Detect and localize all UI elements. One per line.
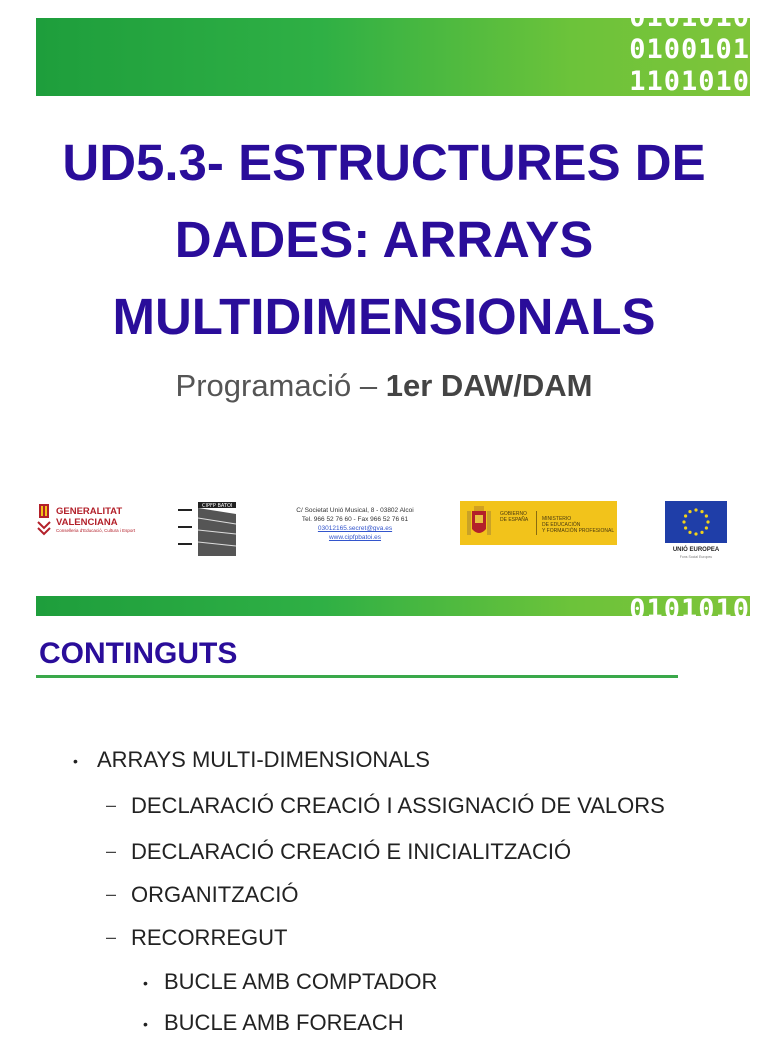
binary-decoration: 0101010 0100101 1101010 [629,2,750,97]
eu-star-icon [705,514,708,517]
contact-email-link[interactable]: 03012165.secret@gva.es [317,525,393,532]
contact-address: C/ Societat Unió Musical, 8 - 03802 Alcoi [296,507,414,514]
generalitat-logo [36,500,136,542]
generalitat-department: Conselleria d'Educació, Cultura i Esport [56,528,136,533]
list-item: ORGANITZACIÓ [131,882,299,907]
ministry-separator [536,511,537,535]
generalitat-emblem-icon [36,502,52,540]
list-item: RECORREGUT [131,925,288,950]
ministry-line-2: DE EDUCACIÓN [542,522,581,528]
cipfp-logo [176,500,238,560]
dash-marker-icon: – [106,927,117,947]
list-item: BUCLE AMB FOREACH [164,1010,404,1035]
bullet-marker-icon: • [143,975,148,991]
heading-underline [36,675,678,678]
dash-marker-icon: – [106,795,117,815]
eu-label: UNIÓ EUROPEA [672,547,720,553]
dash-marker-icon: – [106,841,117,861]
subject-label: Programació [175,368,352,403]
eu-logo [663,501,729,567]
subtitle [0,368,768,404]
contact-web-link[interactable]: www.cipfpbatoi.es [328,534,382,541]
list-item: ARRAYS MULTI-DIMENSIONALS [97,747,430,772]
generalitat-name-2: VALENCIANA [56,517,118,528]
ministry-line-3: Y FORMACIÓN PROFESIONAL [542,528,615,534]
eu-star-icon [688,531,691,534]
list-item: BUCLE AMB COMPTADOR [164,969,438,994]
eu-star-icon [684,526,687,529]
eu-star-icon [694,508,697,511]
contact-block [280,506,430,542]
contact-phone: Tel. 966 52 76 60 - Fax 966 52 76 61 [301,516,409,523]
ministry-line-1: MINISTERIO [542,516,572,522]
eu-star-icon [706,520,709,523]
eu-sublabel: Fons Social Europeu [679,555,713,559]
binary-decoration: 0101010 [629,594,750,625]
generalitat-name-1: GENERALITAT [56,506,123,517]
eu-star-icon [682,520,685,523]
list-item: DECLARACIÓ CREACIÓ E INICIALITZACIÓ [131,839,572,864]
eu-star-icon [684,514,687,517]
subtitle-separator: – [359,368,378,403]
eu-star-icon [705,526,708,529]
eu-star-icon [688,510,691,513]
contents-heading: CONTINGUTS [39,637,238,670]
header-band [36,2,750,97]
spain-coat-of-arms-icon [465,505,493,541]
course-label: 1er DAW/DAM [385,368,593,403]
dash-marker-icon: – [106,884,117,904]
cipfp-name: CIPFP BATOI [202,503,233,509]
eu-star-icon [694,532,697,535]
gov-line-1: GOBIERNO [500,511,527,517]
eu-flag-icon [665,501,727,543]
gov-line-2: DE ESPAÑA [500,517,529,523]
page-title: UD5.3- ESTRUCTURES DE DADES: ARRAYS MULTIDIMENSIONALS [62,134,706,345]
bullet-marker-icon: • [73,753,78,769]
list-item: DECLARACIÓ CREACIÓ I ASSIGNACIÓ DE VALORS [131,793,665,818]
eu-star-icon [700,510,703,513]
cipfp-building-icon [176,500,238,560]
divider-band [36,594,750,625]
ministry-logo [460,501,617,545]
bullet-marker-icon: • [143,1016,148,1032]
eu-star-icon [700,531,703,534]
